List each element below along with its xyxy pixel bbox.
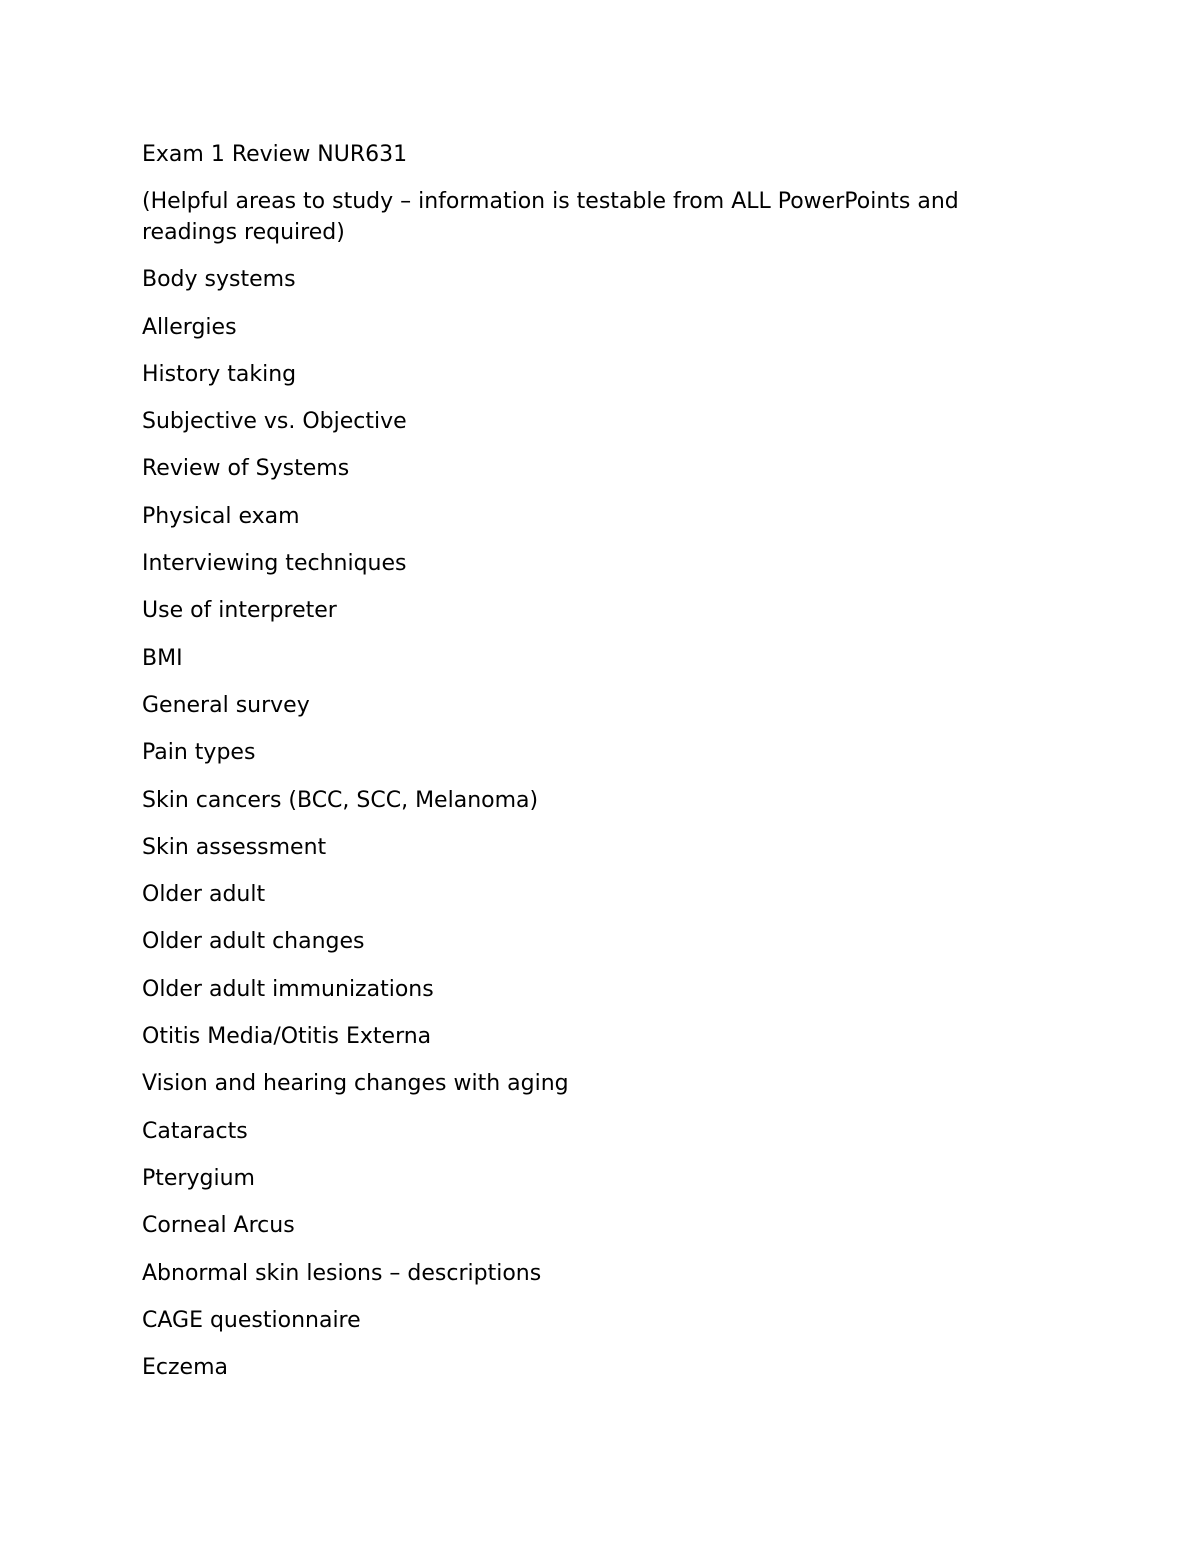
- topic-item: Abnormal skin lesions – descriptions: [142, 1260, 542, 1286]
- topic-item: General survey: [142, 692, 310, 718]
- topic-item: Corneal Arcus: [142, 1213, 295, 1239]
- topic-item: Cataracts: [142, 1118, 248, 1144]
- document-subtitle: (Helpful areas to study – information is testable from ALL PowerPoints and readings required): [142, 189, 959, 245]
- topic-item: Eczema: [142, 1355, 228, 1381]
- topic-item: Allergies: [142, 314, 237, 340]
- topic-item: Skin assessment: [142, 834, 327, 860]
- topic-item: Physical exam: [142, 503, 300, 529]
- topic-item: CAGE questionnaire: [142, 1307, 361, 1333]
- topic-item: BMI: [142, 645, 183, 671]
- topic-item: Otitis Media/Otitis Externa: [142, 1024, 432, 1050]
- topic-item: Body systems: [142, 267, 296, 293]
- topic-item: Older adult immunizations: [142, 976, 434, 1002]
- topic-item: Subjective vs. Objective: [142, 409, 407, 435]
- document-body: [142, 139, 1042, 1399]
- topic-item: Interviewing techniques: [142, 551, 407, 577]
- topic-item: Older adult changes: [142, 929, 365, 955]
- topic-item: Pain types: [142, 740, 256, 766]
- topic-item: History taking: [142, 361, 297, 387]
- topic-item: Vision and hearing changes with aging: [142, 1071, 569, 1097]
- document-title: Exam 1 Review NUR631: [142, 142, 408, 167]
- topic-item: Older adult: [142, 882, 266, 908]
- topic-item: Review of Systems: [142, 456, 350, 482]
- topic-item: Use of interpreter: [142, 598, 337, 624]
- topic-item: Skin cancers (BCC, SCC, Melanoma): [142, 787, 539, 813]
- topic-item: Pterygium: [142, 1165, 255, 1191]
